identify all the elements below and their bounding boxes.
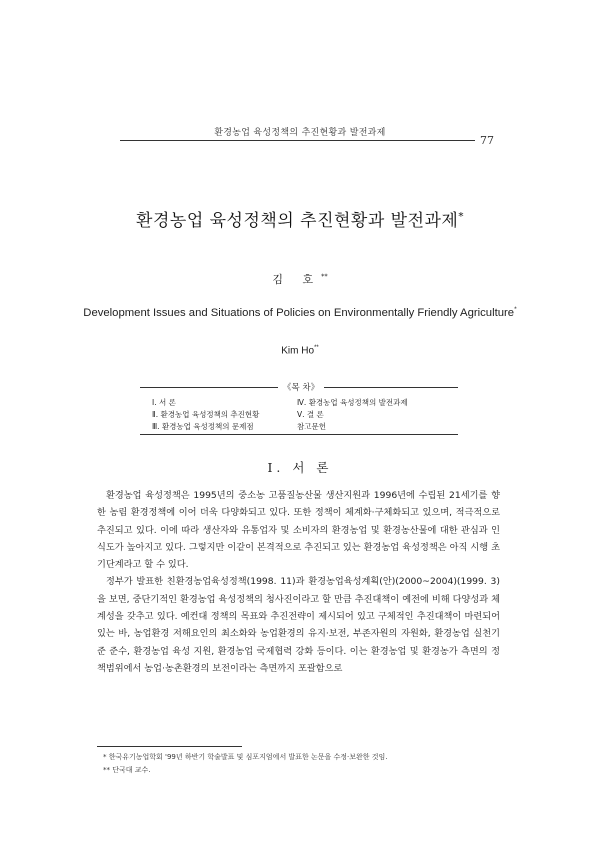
running-header: 환경농업 육성정책의 추진현황과 발전과제 — [214, 128, 386, 138]
footnote: * 한국유기농업학회 '99년 하반기 학술발표 및 심포지엄에서 발표한 논문을 수정·보완한 것임. — [103, 753, 388, 761]
korean-title — [0, 206, 600, 231]
english-title-mark: * — [514, 306, 517, 313]
toc-left-column — [152, 397, 259, 433]
title-footnote-mark: * — [458, 211, 464, 223]
toc-label: 《목 차》 — [282, 383, 320, 393]
section-heading: Ⅰ. 서 론 — [267, 460, 333, 475]
toc-item: 참고문헌 — [297, 422, 326, 431]
author-footnote-mark: ** — [321, 272, 328, 281]
toc-item: Ⅱ. 환경농업 육성정책의 추진현황 — [152, 410, 260, 419]
toc-right-column — [297, 397, 408, 433]
toc-item: Ⅰ. 서 론 — [152, 398, 176, 407]
korean-title-text: 환경농업 육성정책의 추진현황과 발전과제 — [136, 211, 459, 231]
toc-label-text: 목 차 — [291, 383, 311, 393]
toc-bottom-rule — [140, 434, 458, 435]
footnotes — [103, 751, 387, 777]
english-author-name: Kim Ho — [281, 345, 315, 357]
english-title-text: Development Issues and Situations of Policies on Environmentally Friendly Agriculture — [83, 306, 515, 319]
footnote-rule — [97, 746, 242, 747]
body-text — [97, 487, 500, 677]
toc-item: Ⅲ. 환경농업 육성정책의 문제점 — [152, 422, 254, 431]
korean-author — [0, 271, 600, 287]
footnote: ** 단국대 교수. — [103, 766, 151, 774]
toc-rule-left — [140, 387, 278, 388]
english-title — [0, 306, 600, 319]
toc-rule-right — [324, 387, 458, 388]
paragraph: 정부가 발표한 친환경농업육성정책(1998. 11)과 환경농업육성계획(안)(2000~2004)(1999. 3)을 보면, 중단기적인 환경농업 육성정책의 청사진이라고 할 만큼 추진대책이 예전에 비해 다양성과 체계성을 갖추고 있다. 예컨대 정책의 목표와 추진전략이 제시되어 있고 구체적인 추진대책이 마련되어 있는 바, 농업환경 저해요인의 최소화와 농업환경의 유지·보전, 부존자원의 자원화, 환경농업 실천기준 준수, 환경농업 육성 지원, 환경농업 국제협력 강화 등이다. 이는 환경농업 및 환경농가 측면의 정책범위에서 농업·농촌환경의 보전이라는 측면까지 포괄함으로 — [97, 576, 500, 674]
page-number: 77 — [480, 134, 494, 147]
english-author-mark: ** — [314, 345, 319, 351]
toc-item: Ⅴ. 결 론 — [297, 410, 324, 419]
english-author — [0, 345, 600, 356]
paragraph: 환경농업 육성정책은 1995년의 중소농 고품질농산물 생산지원과 1996년에 수립된 21세기를 향한 농림 환경정책에 이어 더욱 다양화되고 있다. 또한 정책이 체계화·구체화되고 있으며, 적극적으로 추진되고 있다. 이에 따라 생산자와 유통업자 및 소비자의 환경농업 및 환경농산물에 대한 관심과 인식도가 높아지고 있다. 그렇지만 이같이 본격적으로 추진되고 있는 환경농업 육성정책은 아직 시행 초기단계라고 할 수 있다. — [97, 490, 500, 571]
author-name: 김 호 — [272, 273, 322, 286]
header-rule — [120, 140, 475, 141]
toc-item: Ⅳ. 환경농업 육성정책의 발전과제 — [297, 398, 408, 407]
